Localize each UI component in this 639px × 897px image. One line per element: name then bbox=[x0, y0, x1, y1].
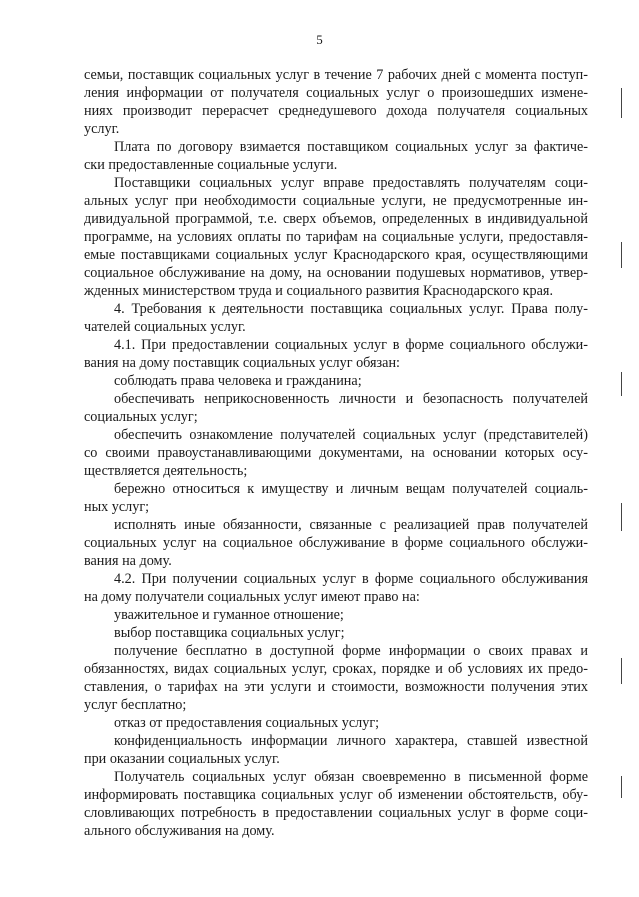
scan-margin-mark bbox=[621, 776, 622, 798]
text-line: ставления, о тарифах на эти услуги и стоимости, возможности получения этих bbox=[84, 679, 588, 695]
text-line: исполнять иные обязанности, связанные с реализацией прав получателей bbox=[114, 517, 588, 533]
text-line: дивидуальной программой, т.е. сверх объемов, определенных в индивидуальной bbox=[84, 211, 588, 227]
text-line: семьи, поставщик социальных услуг в течение 7 рабочих дней с момента поступ- bbox=[84, 67, 588, 83]
text-line: бережно относиться к имуществу и личным вещам получателей социаль- bbox=[114, 481, 588, 497]
text-line: 4.2. При получении социальных услуг в форме социального обслуживания bbox=[114, 571, 588, 587]
text-line: вания на дому. bbox=[84, 553, 172, 569]
text-line: 4. Требования к деятельности поставщика социальных услуг. Права полу- bbox=[114, 301, 588, 317]
scan-margin-mark bbox=[621, 503, 622, 531]
text-line: ления информации от получателя социальных услуг о произошедших измене- bbox=[84, 85, 588, 101]
text-line: услуг. bbox=[84, 121, 120, 137]
text-line: отказ от предоставления социальных услуг; bbox=[114, 715, 380, 731]
text-line: обеспечить ознакомление получателей социальных услуг (представителей) bbox=[114, 427, 588, 443]
scan-margin-mark bbox=[621, 88, 622, 118]
text-line: программе, на условиях оплаты по тарифам на социальные услуги, предоставля- bbox=[84, 229, 588, 245]
text-line: получение бесплатно в доступной форме информации о своих правах и bbox=[114, 643, 588, 659]
text-line: Получатель социальных услуг обязан своевременно в письменной форме bbox=[114, 769, 588, 785]
text-line: соблюдать права человека и гражданина; bbox=[114, 373, 362, 389]
text-line: информировать поставщика социальных услуг об изменении обстоятельств, обу- bbox=[84, 787, 588, 803]
text-line: ски предоставленные социальные услуги. bbox=[84, 157, 338, 173]
text-line: словливающих потребность в предоставлении социальных услуг в форме соци- bbox=[84, 805, 588, 821]
text-line: выбор поставщика социальных услуг; bbox=[114, 625, 345, 641]
text-line: на дому получатели социальных услуг имеют право на: bbox=[84, 589, 420, 605]
text-line: социальных услуг на социальное обслуживание в форме социального обслужи- bbox=[84, 535, 588, 551]
text-line: уважительное и гуманное отношение; bbox=[114, 607, 344, 623]
text-line: ального обслуживания на дому. bbox=[84, 823, 275, 839]
text-line: услуг бесплатно; bbox=[84, 697, 187, 713]
text-line: 4.1. При предоставлении социальных услуг в форме социального обслужи- bbox=[114, 337, 588, 353]
text-line: ных услуг; bbox=[84, 499, 150, 515]
text-line: Плата по договору взимается поставщиком социальных услуг за фактиче- bbox=[114, 139, 588, 155]
text-line: социальных услуг; bbox=[84, 409, 198, 425]
text-line: Поставщики социальных услуг вправе предоставлять получателям соци- bbox=[114, 175, 588, 191]
text-line: социальное обслуживание на дому, на основании подушевых нормативов, утвер- bbox=[84, 265, 588, 281]
text-line: чателей социальных услуг. bbox=[84, 319, 246, 335]
text-line: конфиденциальность информации личного характера, ставшей известной bbox=[114, 733, 588, 749]
scan-margin-mark bbox=[621, 658, 622, 684]
text-line: обеспечивать неприкосновенность личности и безопасность получателей bbox=[114, 391, 588, 407]
page-number: 5 bbox=[316, 32, 323, 47]
scan-margin-mark bbox=[621, 372, 622, 396]
text-line: емые поставщиками социальных услуг Краснодарского края, осуществляющими bbox=[84, 247, 588, 263]
text-line: ниях производит перерасчет среднедушевого дохода получателя социальных bbox=[84, 103, 588, 119]
text-line: жденных министерством труда и социального развития Краснодарского края. bbox=[84, 283, 554, 299]
text-line: при оказании социальных услуг. bbox=[84, 751, 280, 767]
text-line: альных услуг при необходимости социальные услуги, не предусмотренные ин- bbox=[84, 193, 588, 209]
text-line: со своими правоустанавливающими документами, на основании которых осу- bbox=[84, 445, 588, 461]
scan-margin-mark bbox=[621, 242, 622, 268]
text-line: вания на дому поставщик социальных услуг обязан: bbox=[84, 355, 400, 371]
text-line: обязанностях, видах социальных услуг, сроках, порядке и об условиях их предо- bbox=[84, 661, 588, 677]
text-line: ществляется деятельность; bbox=[84, 463, 248, 479]
